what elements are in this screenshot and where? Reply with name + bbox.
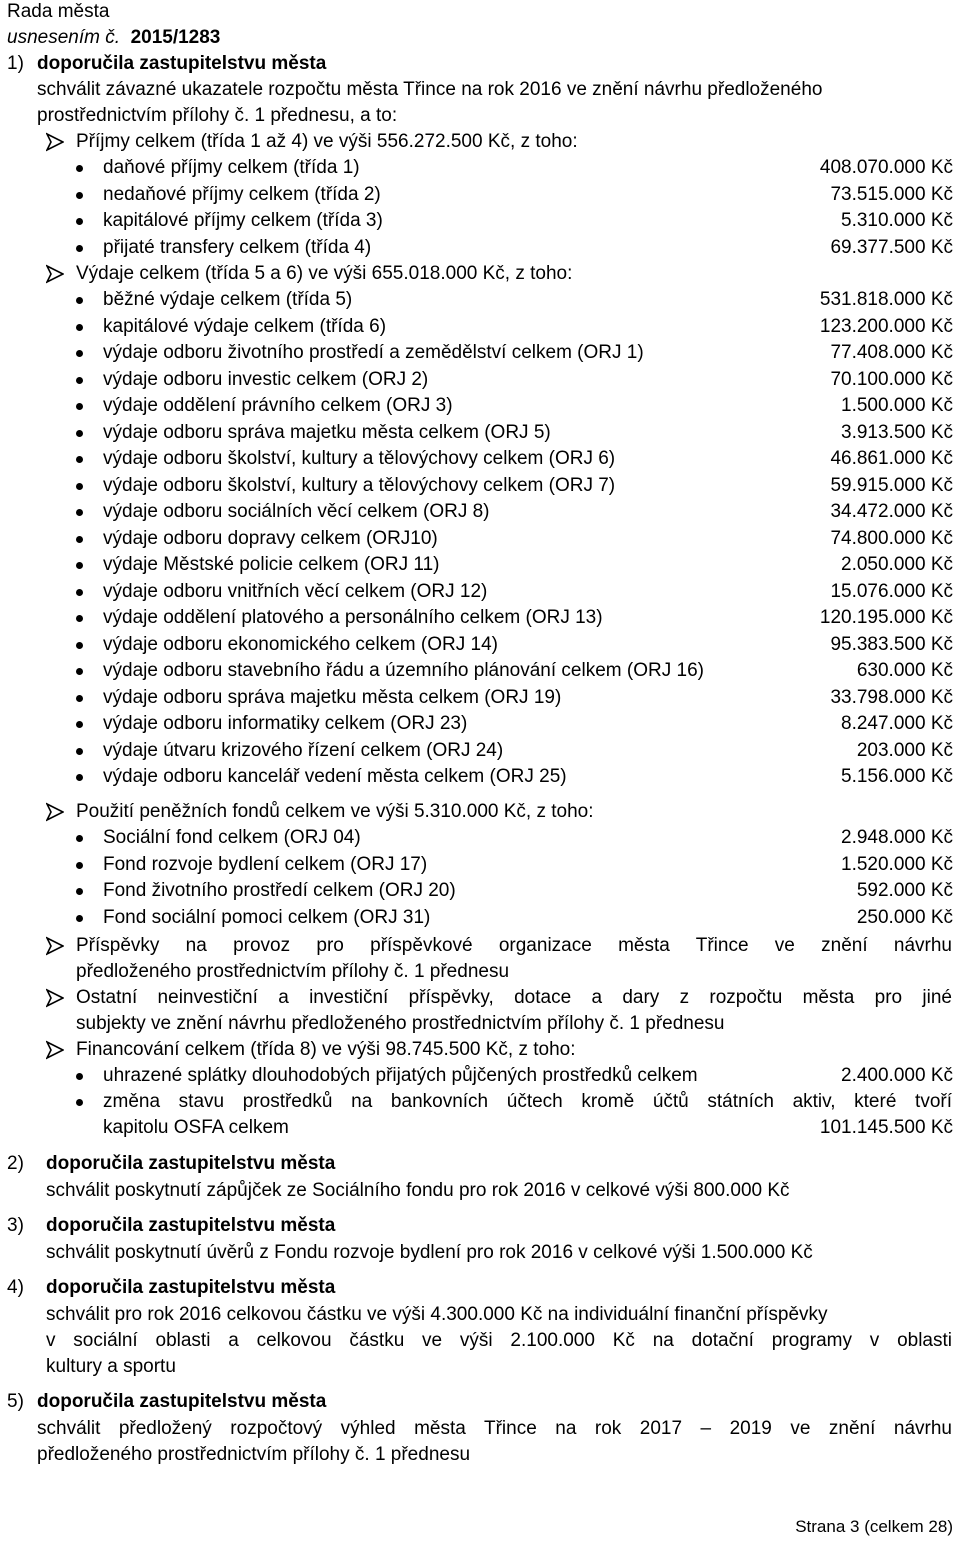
expense-item-amount: 77.408.000 Kč bbox=[830, 342, 953, 363]
expense-item-label: výdaje oddělení platového a personálního celkem (ORJ 13) bbox=[103, 607, 603, 628]
expense-item-amount: 2.050.000 Kč bbox=[841, 554, 953, 575]
income-item-label: přijaté transfery celkem (třída 4) bbox=[103, 236, 372, 258]
res4-line1: schválit pro rok 2016 celkovou částku ve výši 4.300.000 Kč na individuální finanční příspěvky bbox=[46, 1304, 828, 1325]
expense-item-amount: 531.818.000 Kč bbox=[819, 289, 953, 310]
expense-item bbox=[0, 740, 960, 766]
expense-item-label: výdaje odboru investic celkem (ORJ 2) bbox=[103, 368, 429, 390]
expense-item bbox=[0, 316, 960, 342]
expense-item-label: výdaje útvaru krizového řízení celkem (ORJ 24) bbox=[103, 739, 504, 761]
res3-number: 3) bbox=[7, 1215, 24, 1236]
income-item-label: daňové příjmy celkem (třída 1) bbox=[103, 157, 360, 178]
expense-item bbox=[0, 422, 960, 448]
income-item bbox=[0, 157, 960, 183]
expense-item-amount: 70.100.000 Kč bbox=[830, 368, 953, 390]
expense-item-label: výdaje odboru informatiky celkem (ORJ 23) bbox=[103, 713, 468, 734]
bullet-icon bbox=[76, 536, 83, 543]
res4-line2: v sociální oblasti a celkovou částku ve výši 2.100.000 Kč na dotační programy v oblasti bbox=[46, 1330, 952, 1351]
res3-heading: doporučila zastupitelstvu města bbox=[46, 1215, 336, 1236]
funds-item-label: Fond rozvoje bydlení celkem (ORJ 17) bbox=[103, 853, 428, 875]
expense-item bbox=[0, 634, 960, 660]
income-item-label: nedaňové příjmy celkem (třída 2) bbox=[103, 183, 381, 205]
expense-item-amount: 59.915.000 Kč bbox=[830, 474, 953, 496]
funds-item bbox=[0, 880, 960, 906]
financing-title: Financování celkem (třída 8) ve výši 98.745.500 Kč, z toho: bbox=[76, 1039, 576, 1060]
bullet-icon bbox=[76, 430, 83, 437]
res5-heading: doporučila zastupitelstvu města bbox=[37, 1391, 327, 1412]
res2-number: 2) bbox=[7, 1153, 24, 1174]
bullet-icon bbox=[76, 862, 83, 869]
expense-item-label: výdaje odboru školství, kultury a tělovýchovy celkem (ORJ 7) bbox=[103, 474, 616, 496]
income-item-amount: 408.070.000 Kč bbox=[819, 157, 953, 178]
bullet-icon bbox=[76, 1099, 83, 1106]
expense-item bbox=[0, 448, 960, 474]
expense-item bbox=[0, 528, 960, 554]
funds-item-amount: 2.948.000 Kč bbox=[841, 827, 953, 848]
expense-heading bbox=[0, 263, 960, 289]
bullet-icon bbox=[76, 483, 83, 490]
expense-item-amount: 1.500.000 Kč bbox=[841, 395, 953, 416]
funds-item-label: Fond sociální pomoci celkem (ORJ 31) bbox=[103, 906, 431, 928]
financing-item bbox=[0, 1065, 960, 1091]
expense-item bbox=[0, 581, 960, 607]
expense-item bbox=[0, 475, 960, 501]
arrow-bullet-icon bbox=[46, 936, 64, 956]
bullet-icon bbox=[76, 245, 83, 252]
expense-item-amount: 123.200.000 Kč bbox=[819, 315, 953, 337]
expense-item-amount: 33.798.000 Kč bbox=[830, 686, 953, 708]
funds-item bbox=[0, 827, 960, 853]
expense-item-amount: 8.247.000 Kč bbox=[841, 713, 953, 734]
bullet-icon bbox=[76, 835, 83, 842]
other-contributions-line2: subjekty ve znění návrhu předloženého prostřednictvím přílohy č. 1 přednesu bbox=[76, 1013, 725, 1034]
expense-item bbox=[0, 766, 960, 792]
income-heading bbox=[0, 131, 960, 157]
res1-number: 1) bbox=[7, 53, 24, 74]
bullet-icon bbox=[76, 403, 83, 410]
resolution-ref-number: 2015/1283 bbox=[130, 27, 221, 48]
res5-number: 5) bbox=[7, 1391, 24, 1412]
income-item bbox=[0, 210, 960, 236]
bullet-icon bbox=[76, 192, 83, 199]
resolution-ref-prefix: usnesením č. bbox=[7, 27, 120, 48]
arrow-bullet-icon bbox=[46, 132, 64, 152]
expense-item-label: výdaje odboru sociálních věcí celkem (ORJ 8) bbox=[103, 501, 490, 522]
bullet-icon bbox=[76, 915, 83, 922]
expense-item bbox=[0, 342, 960, 368]
financing-item2-amount: 101.145.500 Kč bbox=[819, 1117, 953, 1138]
funds-item-label: Sociální fond celkem (ORJ 04) bbox=[103, 827, 361, 848]
expense-item-amount: 34.472.000 Kč bbox=[830, 501, 953, 522]
bullet-icon bbox=[76, 615, 83, 622]
expense-item-amount: 120.195.000 Kč bbox=[819, 607, 953, 628]
res5-line2: předloženého prostřednictvím přílohy č. 1 přednesu bbox=[37, 1444, 471, 1465]
bullet-icon bbox=[76, 297, 83, 304]
funds-item bbox=[0, 854, 960, 880]
financing-item2-row2 bbox=[0, 1117, 960, 1143]
res4-heading: doporučila zastupitelstvu města bbox=[46, 1277, 336, 1298]
expense-item-label: výdaje Městské policie celkem (ORJ 11) bbox=[103, 554, 440, 575]
bullet-icon bbox=[76, 562, 83, 569]
contributions-line2: předloženého prostřednictvím přílohy č. 1 přednesu bbox=[76, 961, 510, 982]
expense-item-label: výdaje odboru školství, kultury a tělovýchovy celkem (ORJ 6) bbox=[103, 448, 616, 469]
expense-item-label: výdaje odboru kancelář vedení města celkem (ORJ 25) bbox=[103, 766, 567, 787]
bullet-icon bbox=[76, 774, 83, 781]
expense-item bbox=[0, 660, 960, 686]
arrow-bullet-icon bbox=[46, 264, 64, 284]
expense-item-amount: 95.383.500 Kč bbox=[830, 633, 953, 655]
income-item-label: kapitálové příjmy celkem (třída 3) bbox=[103, 210, 383, 231]
expense-item bbox=[0, 369, 960, 395]
res1-intro-line2: prostřednictvím přílohy č. 1 přednesu, a to: bbox=[37, 105, 398, 126]
arrow-bullet-icon bbox=[46, 1040, 64, 1060]
funds-item-amount: 250.000 Kč bbox=[856, 906, 953, 928]
bullet-icon bbox=[76, 695, 83, 702]
arrow-bullet-icon bbox=[46, 802, 64, 822]
expense-item-label: výdaje odboru správa majetku města celkem (ORJ 5) bbox=[103, 421, 551, 443]
income-item-amount: 73.515.000 Kč bbox=[830, 183, 953, 205]
expense-item-amount: 46.861.000 Kč bbox=[830, 448, 953, 469]
contributions-line1: Příspěvky na provoz pro příspěvkové organizace města Třince ve znění návrhu bbox=[76, 935, 952, 956]
expense-item-amount: 203.000 Kč bbox=[856, 739, 953, 761]
expense-item-label: výdaje odboru životního prostředí a zemědělství celkem (ORJ 1) bbox=[103, 342, 644, 363]
bullet-icon bbox=[76, 642, 83, 649]
expense-item-label: výdaje odboru správa majetku města celkem (ORJ 19) bbox=[103, 686, 562, 708]
expense-item bbox=[0, 687, 960, 713]
funds-item-label: Fond životního prostředí celkem (ORJ 20) bbox=[103, 880, 456, 901]
expense-item-label: kapitálové výdaje celkem (třída 6) bbox=[103, 315, 387, 337]
funds-title: Použití peněžních fondů celkem ve výši 5.310.000 Kč, z toho: bbox=[76, 801, 594, 822]
expense-item-label: výdaje odboru stavebního řádu a územního plánování celkem (ORJ 16) bbox=[103, 660, 704, 681]
bullet-icon bbox=[76, 888, 83, 895]
income-item-amount: 5.310.000 Kč bbox=[841, 210, 953, 231]
res2-text: schválit poskytnutí zápůjček ze Sociálního fondu pro rok 2016 v celkové výši 800.000 Kč bbox=[46, 1180, 790, 1201]
funds-item-amount: 592.000 Kč bbox=[856, 880, 953, 901]
expense-item-label: výdaje odboru dopravy celkem (ORJ10) bbox=[103, 527, 438, 549]
other-contributions-line1: Ostatní neinvestiční a investiční příspěvky, dotace a dary z rozpočtu města pro jiné bbox=[76, 987, 952, 1008]
income-item bbox=[0, 184, 960, 210]
expense-item bbox=[0, 607, 960, 633]
funds-item-amount: 1.520.000 Kč bbox=[841, 853, 953, 875]
res4-number: 4) bbox=[7, 1277, 24, 1298]
expense-item bbox=[0, 289, 960, 315]
expense-item bbox=[0, 395, 960, 421]
expense-item-label: běžné výdaje celkem (třída 5) bbox=[103, 289, 353, 310]
bullet-icon bbox=[76, 456, 83, 463]
res1-heading: doporučila zastupitelstvu města bbox=[37, 53, 327, 74]
expense-item bbox=[0, 713, 960, 739]
expense-item-label: výdaje odboru ekonomického celkem (ORJ 14) bbox=[103, 633, 498, 655]
expense-item-amount: 3.913.500 Kč bbox=[841, 421, 953, 443]
bullet-icon bbox=[76, 324, 83, 331]
income-item bbox=[0, 237, 960, 263]
res2-heading: doporučila zastupitelstvu města bbox=[46, 1153, 336, 1174]
expense-item bbox=[0, 554, 960, 580]
expense-item-amount: 74.800.000 Kč bbox=[830, 527, 953, 549]
bullet-icon bbox=[76, 668, 83, 675]
bullet-icon bbox=[76, 509, 83, 516]
expense-item-amount: 630.000 Kč bbox=[856, 660, 953, 681]
funds-item bbox=[0, 907, 960, 933]
bullet-icon bbox=[76, 1073, 83, 1080]
expense-item-amount: 15.076.000 Kč bbox=[830, 580, 953, 602]
res1-intro-line1: schválit závazné ukazatele rozpočtu města Třince na rok 2016 ve znění návrhu předloženého bbox=[37, 79, 823, 100]
bullet-icon bbox=[76, 721, 83, 728]
page-number: Strana 3 (celkem 28) bbox=[795, 1517, 953, 1536]
financing-item2-line2: kapitolu OSFA celkem bbox=[103, 1117, 289, 1138]
expense-item-label: výdaje odboru vnitřních věcí celkem (ORJ 12) bbox=[103, 580, 488, 602]
financing-item-amount: 2.400.000 Kč bbox=[841, 1065, 953, 1086]
res5-line1: schválit předložený rozpočtový výhled města Třince na rok 2017 – 2019 ve znění návrhu bbox=[37, 1418, 952, 1439]
expense-item-amount: 5.156.000 Kč bbox=[841, 766, 953, 787]
bullet-icon bbox=[76, 350, 83, 357]
expense-item bbox=[0, 501, 960, 527]
bullet-icon bbox=[76, 218, 83, 225]
financing-heading bbox=[0, 1039, 960, 1065]
expense-title: Výdaje celkem (třída 5 a 6) ve výši 655.018.000 Kč, z toho: bbox=[76, 263, 573, 284]
res3-text: schválit poskytnutí úvěrů z Fondu rozvoje bydlení pro rok 2016 v celkové výši 1.500.000 Kč bbox=[46, 1242, 813, 1263]
bullet-icon bbox=[76, 748, 83, 755]
funds-heading bbox=[0, 801, 960, 827]
res4-line3: kultury a sportu bbox=[46, 1356, 176, 1377]
income-title: Příjmy celkem (třída 1 až 4) ve výši 556.272.500 Kč, z toho: bbox=[76, 131, 578, 152]
financing-item2-line1: změna stavu prostředků na bankovních účtech kromě účtů státních aktiv, které tvoří bbox=[103, 1091, 952, 1112]
bullet-icon bbox=[76, 165, 83, 172]
resolution-ref bbox=[7, 27, 220, 49]
expense-item-label: výdaje oddělení právního celkem (ORJ 3) bbox=[103, 395, 453, 416]
council-title: Rada města bbox=[7, 1, 110, 22]
arrow-bullet-icon bbox=[46, 988, 64, 1008]
income-item-amount: 69.377.500 Kč bbox=[830, 236, 953, 258]
bullet-icon bbox=[76, 589, 83, 596]
financing-item-label: uhrazené splátky dlouhodobých přijatých půjčených prostředků celkem bbox=[103, 1065, 698, 1086]
bullet-icon bbox=[76, 377, 83, 384]
